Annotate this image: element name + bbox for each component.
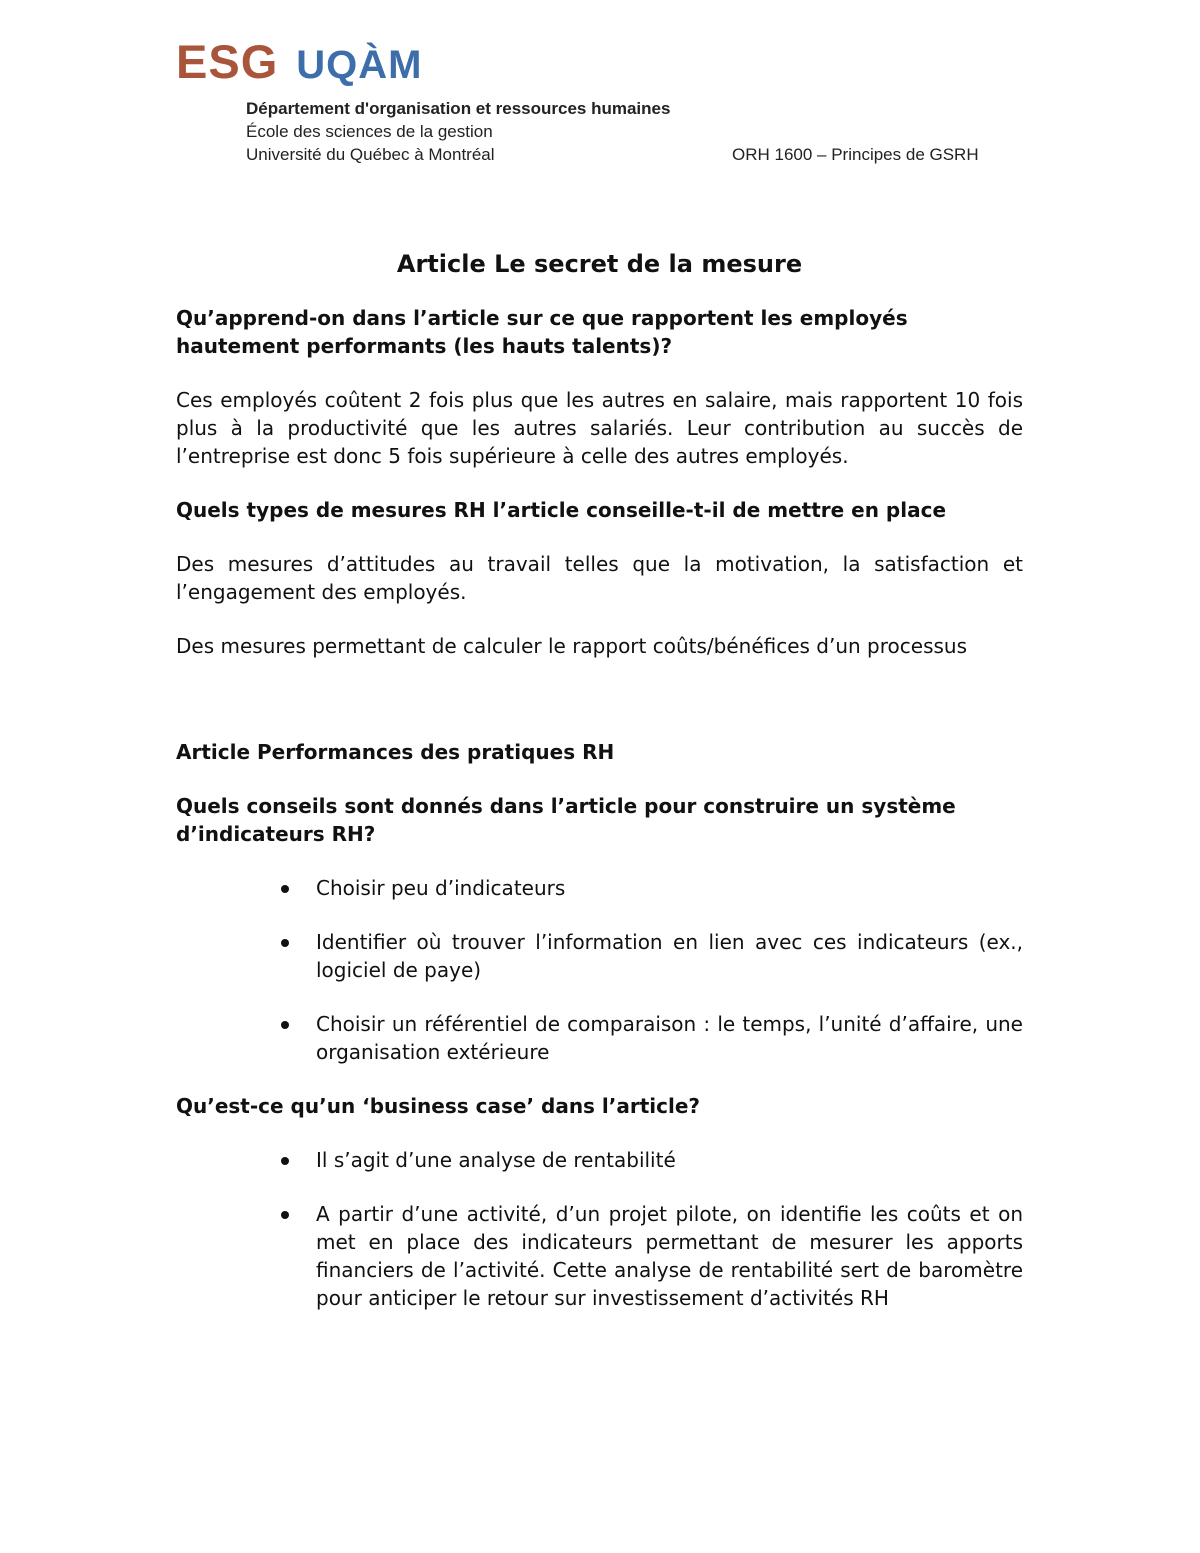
article2-bullet-list-1 (176, 874, 1023, 1066)
esg-uqam-logo (176, 36, 422, 88)
article1-answer-2a: Des mesures d’attitudes au travail telles que la motivation, la satisfaction et l’engagement des employés. (176, 552, 1023, 604)
article2-question-2: Qu’est-ce qu’un ‘business case’ dans l’article? (176, 1094, 701, 1118)
article1-question-2: Quels types de mesures RH l’article conseille-t-il de mettre en place (176, 498, 947, 522)
course-code: ORH 1600 – Principes de GSRH (732, 145, 979, 164)
list-item: A partir d’une activité, d’un projet pilote, on identifie les coûts et on met en place des indicateurs permettant de mesurer les apports financiers de l’activité. Cette analyse de rentabilité sert de baromètre pour anticiper le retour sur investissement d’activités RH (176, 1200, 1023, 1312)
article1-answer-1: Ces employés coûtent 2 fois plus que les autres en salaire, mais rapportent 10 fois plus à la productivité que les autres salariés. Leur contribution au succès de l’entreprise est donc 5 fois supérieure à celle des autres employés. (176, 388, 1023, 468)
school-name: École des sciences de la gestion (246, 122, 493, 141)
department-name: Département d'organisation et ressources humaines (246, 99, 671, 118)
list-item: Identifier où trouver l’information en lien avec ces indicateurs (ex., logiciel de paye) (176, 928, 1023, 984)
logo-uqam-text: UQÀM (296, 43, 423, 87)
list-item: Il s’agit d’une analyse de rentabilité (176, 1146, 1023, 1174)
bullet-icon (281, 1157, 289, 1165)
article2-bullet-list-2 (176, 1146, 1023, 1312)
article1-title: Article Le secret de la mesure (396, 250, 803, 278)
bullet-icon (281, 1211, 289, 1219)
list-item: Choisir un référentiel de comparaison : le temps, l’unité d’affaire, une organisation extérieure (176, 1010, 1023, 1066)
university-name: Université du Québec à Montréal (246, 145, 495, 164)
bullet-icon (281, 885, 289, 893)
document-body (176, 248, 1023, 1338)
article2-question-1: Quels conseils sont donnés dans l’article pour construire un système d’indicateurs RH? (176, 794, 956, 846)
article1-question-1: Qu’apprend-on dans l’article sur ce que rapportent les employés hautement performants (les hauts talents)? (176, 306, 908, 358)
article1-answer-2b: Des mesures permettant de calculer le rapport coûts/bénéfices d’un processus (176, 634, 968, 658)
logo-esg-text: ESG (176, 35, 279, 88)
article2-title: Article Performances des pratiques RH (176, 740, 615, 764)
list-item: Choisir peu d’indicateurs (176, 874, 1023, 902)
bullet-icon (281, 1021, 289, 1029)
bullet-icon (281, 939, 289, 947)
department-block (246, 97, 670, 166)
